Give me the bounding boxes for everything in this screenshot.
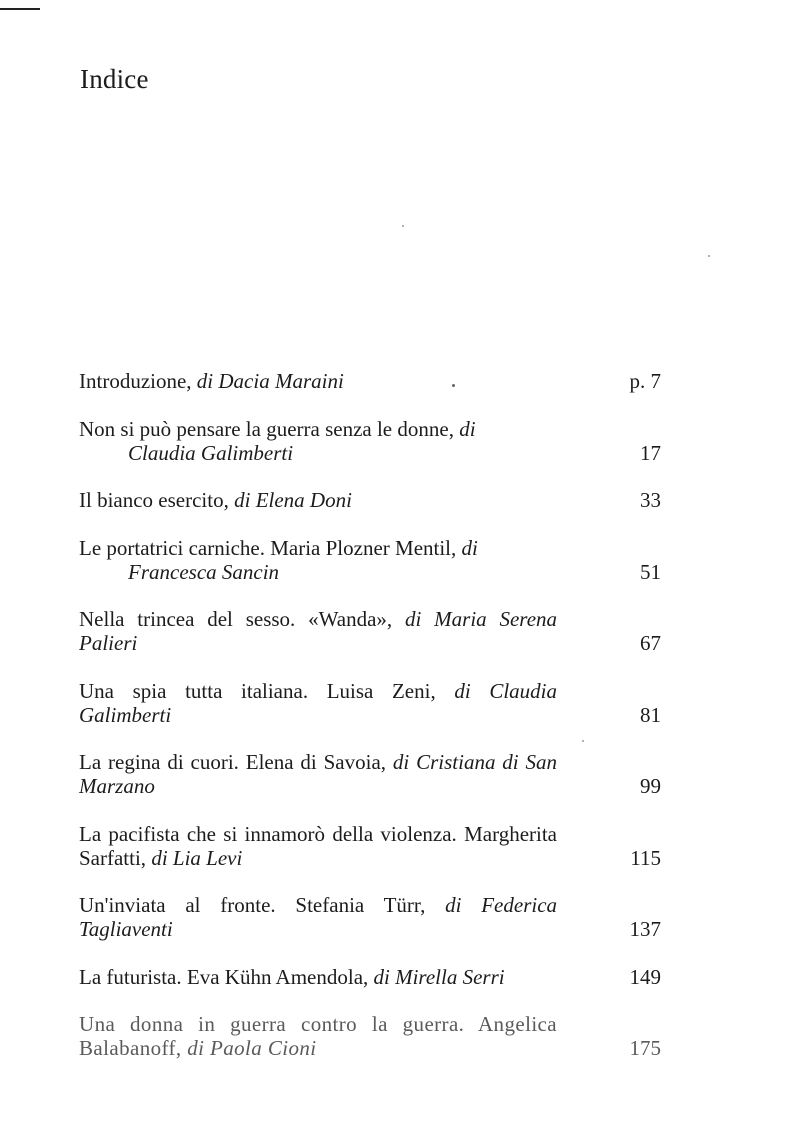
- toc-entry-author: Elena Doni: [255, 488, 352, 512]
- toc-entry: [79, 822, 661, 870]
- toc-entry: [79, 965, 661, 989]
- toc-entry-by: di: [445, 893, 462, 917]
- toc-entry-page: 17: [640, 440, 661, 465]
- toc-entry: [79, 488, 661, 512]
- toc-entry-title: Una donna in guerra contro la guerra. Angelica Balabanoff,: [79, 1012, 557, 1060]
- toc-entry-page: 33: [640, 488, 661, 512]
- toc-entry-author: Lia Levi: [172, 845, 243, 870]
- toc-entry-page: 115: [630, 845, 661, 870]
- toc-entry-by: di: [196, 369, 214, 393]
- toc-entry-text: [79, 369, 557, 393]
- toc-entry-title: Una spia tutta italiana. Luisa Zeni,: [79, 678, 436, 703]
- toc-entry-text: [79, 488, 557, 512]
- toc-entry: [79, 750, 661, 798]
- toc-entry-title: Un'inviata al fronte. Stefania Türr,: [79, 893, 426, 917]
- toc-entry-by: di: [404, 607, 422, 631]
- toc-entry-title: La regina di cuori. Elena di Savoia,: [79, 750, 387, 774]
- corner-rule: [0, 8, 40, 10]
- toc-entry-author: Mirella Serri: [395, 964, 505, 989]
- toc-entry-text: [79, 607, 557, 655]
- toc-entry: [79, 893, 661, 941]
- toc-entry-title: Introduzione,: [79, 369, 192, 393]
- toc-entry: [79, 369, 661, 393]
- toc-entry-author: Maria Serena Palieri: [79, 607, 558, 655]
- toc-entry-title: Non si può pensare la guerra senza le donne,: [79, 416, 454, 441]
- toc-entry-page: 51: [640, 559, 661, 584]
- toc-entry-page: 67: [640, 631, 661, 655]
- toc-entry-title: Nella trincea del sesso. «Wanda»,: [79, 607, 393, 631]
- toc-entry-title: Il bianco esercito,: [79, 488, 229, 512]
- toc-entry-author: Claudia Galimberti: [128, 440, 294, 465]
- toc-entry-by: di: [151, 845, 168, 870]
- toc-entry-text: [79, 679, 557, 727]
- toc-entry-by: di: [187, 1036, 205, 1060]
- toc-entry: [79, 607, 661, 655]
- toc-entry: [79, 536, 661, 584]
- toc-entry-by: di: [454, 678, 471, 703]
- toc-entry-author: Claudia Galimberti: [79, 678, 558, 727]
- toc-entry: [79, 417, 661, 465]
- toc-entry-title: Le portatrici carniche. Maria Plozner Mentil,: [79, 535, 457, 560]
- toc-entry-by: di: [461, 535, 478, 560]
- paper-speck: [402, 225, 404, 227]
- toc-entry-by: di: [234, 488, 251, 512]
- toc-entry-page: p. 7: [629, 369, 661, 393]
- toc-entry-text: [79, 893, 557, 941]
- toc-entry-author: Dacia Maraini: [218, 369, 344, 393]
- toc-entry: [79, 1012, 661, 1060]
- toc-entry-text: [79, 1012, 557, 1060]
- toc-entry-page: 149: [629, 964, 661, 989]
- toc-entry-text: [79, 965, 557, 989]
- toc-entry-text: [79, 536, 557, 584]
- toc-entry-author: Cristiana di San Marzano: [79, 750, 557, 798]
- toc-entry-author: Paola Cioni: [210, 1036, 317, 1060]
- toc-entry-text: [79, 417, 557, 465]
- toc-entry-page: 81: [640, 702, 661, 727]
- toc-entry-by: di: [373, 964, 390, 989]
- toc-entry-by: di: [459, 416, 476, 441]
- toc-entry-text: [79, 750, 557, 798]
- toc-entry-title: La pacifista che si innamorò della violenza. Margherita Sarfatti,: [79, 821, 557, 870]
- toc-entry-author: Federica Tagliaventi: [79, 893, 558, 941]
- page-title: Indice: [80, 64, 149, 94]
- toc-entry-page: 99: [640, 774, 661, 798]
- toc-entry-text: [79, 822, 557, 870]
- toc-entry: [79, 679, 661, 727]
- toc-entry-page: 137: [629, 917, 661, 941]
- toc-entry-author: Francesca Sancin: [128, 559, 280, 584]
- toc-entry-by: di: [392, 750, 410, 774]
- toc-entry-title: La futurista. Eva Kühn Amendola,: [79, 964, 369, 989]
- toc-entry-page: 175: [629, 1036, 661, 1060]
- table-of-contents: [79, 369, 661, 1084]
- paper-speck: [708, 255, 710, 257]
